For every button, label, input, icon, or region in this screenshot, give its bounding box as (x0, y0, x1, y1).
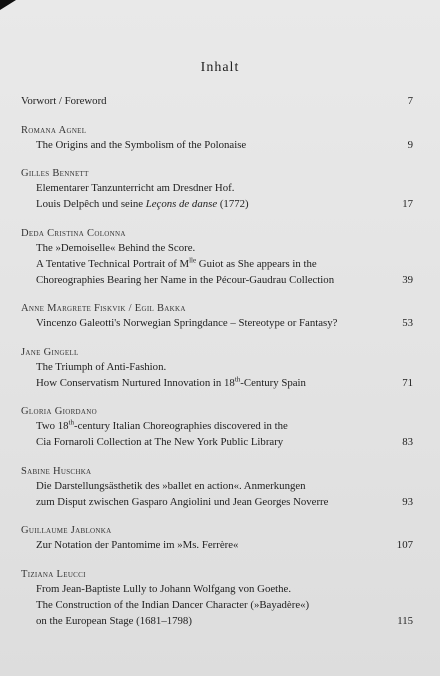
entry-page-number: 7 (407, 95, 413, 107)
entry-page-number: 17 (402, 198, 413, 210)
entry-title-line (21, 434, 413, 450)
page-corner-mark (0, 0, 16, 10)
entry-title-text: Vorwort / Foreword (21, 95, 107, 107)
entry-authors: Deda Cristina Colonna (21, 227, 126, 239)
entry-title-text: The Construction of the Indian Dancer Character (»Bayadère«) (36, 598, 310, 611)
entry-page-number: 107 (396, 539, 413, 551)
entry-title-text: Two 18th-century Italian Choreographies discovered in the (36, 418, 288, 432)
toc-entry (21, 465, 413, 510)
entry-title-text: Vincenzo Galeotti's Norwegian Springdance – Stereotype or Fantasy? (36, 317, 338, 329)
entry-title-line (21, 581, 413, 597)
entry-title-line (21, 180, 413, 196)
entry-title-line (21, 256, 413, 272)
entry-title-line (21, 537, 413, 553)
entry-authors: Romana Agnel (21, 124, 87, 136)
entry-title-line (21, 272, 413, 288)
entry-title-text: Zur Notation der Pantomime im »Ms. Ferrère« (36, 539, 239, 551)
entry-title-text: Louis Delpêch und seine Leçons de danse (1772) (36, 198, 249, 210)
entry-page-number: 115 (397, 614, 413, 627)
entry-title-text: How Conservatism Nurtured Innovation in 18th-Century Spain (36, 374, 306, 389)
entry-authors: Gloria Giordano (21, 406, 97, 417)
entry-authors: Gilles Bennett (21, 168, 89, 179)
toc-entry (21, 405, 413, 450)
entry-page-number: 83 (402, 436, 413, 448)
entry-title-line (21, 137, 413, 153)
toc-entry (21, 524, 413, 553)
entry-title-text: A Tentative Technical Portrait of $M^{lle}$ Guiot as She appears in the (36, 255, 317, 270)
entry-authors: Jane Gingell (21, 346, 79, 358)
entry-title-text: The »Demoiselle« Behind the Score. (36, 241, 196, 254)
entry-page-number: 39 (402, 273, 413, 286)
entry-title-text: Choreographies Bearing her Name in the Pécour-Gaudrau Collection (36, 273, 335, 286)
entry-title-text: on the European Stage (1681–1798) (36, 614, 192, 627)
toc-entry (21, 346, 413, 391)
toc-entry (21, 568, 413, 629)
entry-title-line (21, 93, 413, 109)
entry-authors: Guillaume Jablonka (21, 525, 112, 536)
entry-title-text: Cia Fornaroli Collection at The New York Public Library (36, 436, 284, 448)
page-title: Inhalt (200, 60, 240, 75)
entry-title-line (21, 196, 413, 212)
entry-title-line (21, 478, 413, 494)
entry-title-line (21, 315, 413, 331)
toc-entry (21, 93, 413, 109)
entry-title-text: Die Darstellungsästhetik des »ballet en action«. Anmerkungen (36, 479, 306, 492)
entry-title-line (21, 597, 413, 613)
entry-title-line (21, 494, 413, 510)
toc-entry (21, 227, 413, 288)
entry-title-text: Elementarer Tanzunterricht am Dresdner Hof. (36, 182, 235, 194)
entry-page-number: 53 (402, 317, 413, 329)
entry-authors: Tiziana Leucci (21, 568, 86, 580)
entry-title-line (21, 375, 413, 391)
entry-title-line (21, 418, 413, 434)
entry-title-text: From Jean-Baptiste Lully to Johann Wolfgang von Goethe. (36, 582, 292, 595)
entry-title-text: The Triumph of Anti-Fashion. (36, 360, 167, 373)
entry-authors: Anne Margrete Fiskvik / Egil Bakka (21, 303, 186, 314)
entry-title-text: The Origins and the Symbolism of the Polonaise (36, 138, 247, 151)
table-of-contents (21, 93, 413, 643)
entry-title-line (21, 613, 413, 629)
toc-entry (21, 167, 413, 212)
entry-authors: Sabine Huschka (21, 465, 92, 477)
entry-title-text: zum Disput zwischen Gasparo Angiolini und Jean Georges Noverre (36, 495, 329, 508)
entry-page-number: 9 (407, 138, 413, 151)
entry-page-number: 93 (402, 495, 413, 508)
entry-title-line (21, 359, 413, 375)
entry-title-line (21, 240, 413, 256)
toc-entry (21, 302, 413, 331)
toc-entry (21, 124, 413, 153)
entry-page-number: 71 (402, 376, 413, 389)
